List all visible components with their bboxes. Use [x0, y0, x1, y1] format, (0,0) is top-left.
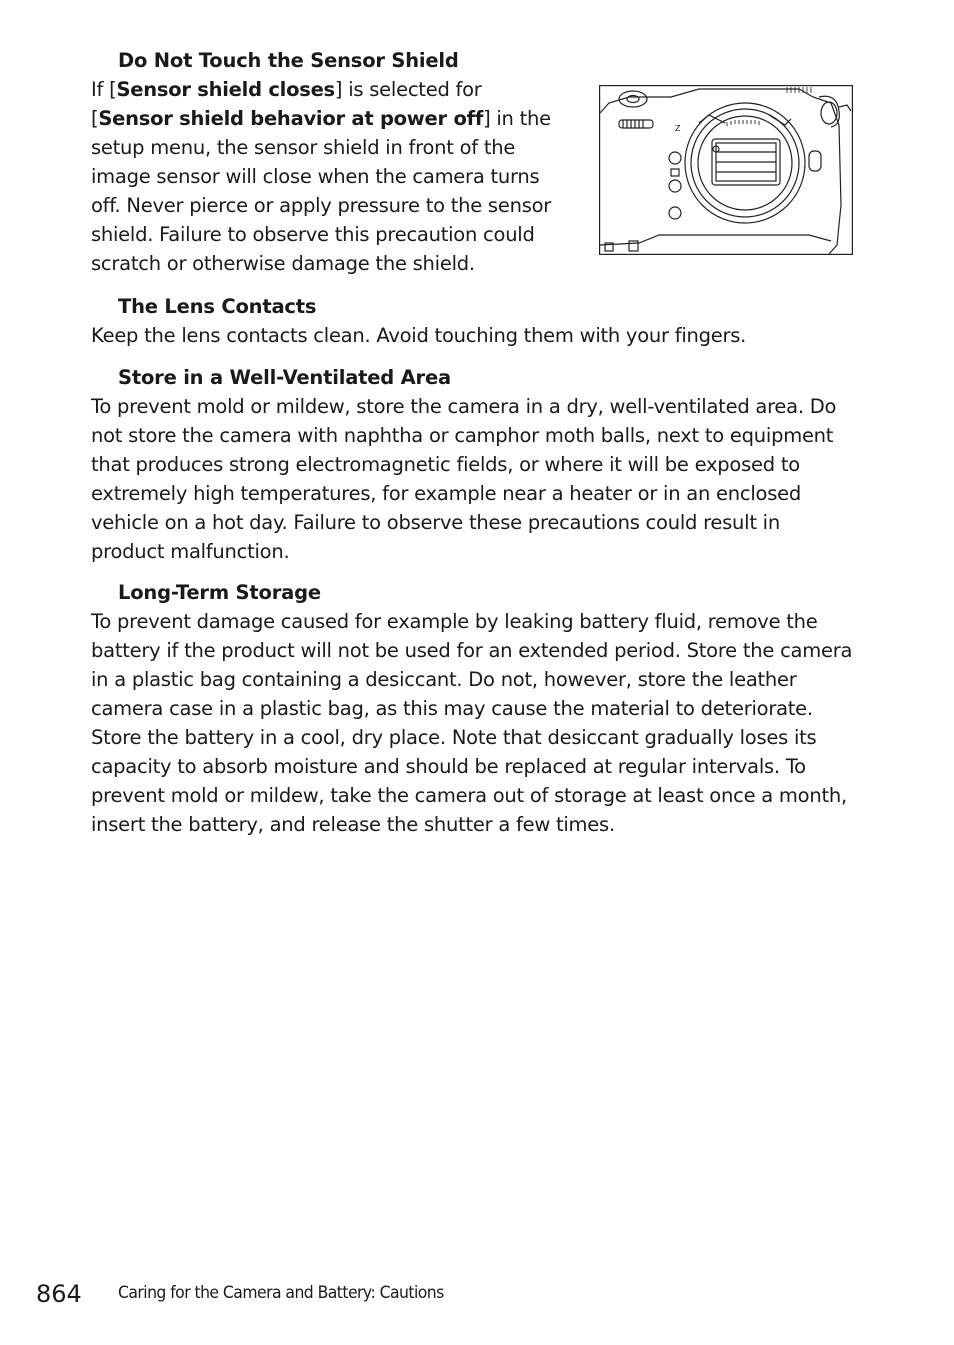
- section-ventilated-storage: [91, 363, 856, 566]
- camera-front-icon: [599, 85, 853, 255]
- section-body: Keep the lens contacts clean. Avoid touching them with your fingers.: [91, 324, 747, 347]
- body-text: ] in the setup menu, the sensor shield in front of the image sensor will close when the camera turns off. Never pierce or apply pressure to the sensor shield. Failure to observe this precaution could scratch or otherwise damage the shield.: [91, 107, 552, 275]
- menu-option-label: Sensor shield closes: [116, 78, 335, 101]
- section-body: [91, 75, 566, 278]
- footer-chapter-title: Caring for the Camera and Battery: Cautions: [118, 1283, 444, 1303]
- body-text: ] is selected for [: [91, 78, 482, 130]
- menu-item-label: Sensor shield behavior at power off: [98, 107, 484, 130]
- section-heading: Store in a Well-Ventilated Area: [118, 366, 451, 389]
- section-heading: The Lens Contacts: [118, 295, 317, 318]
- section-lens-contacts: [91, 292, 856, 350]
- svg-text:Z: Z: [675, 124, 681, 133]
- section-heading: Do Not Touch the Sensor Shield: [118, 49, 459, 72]
- body-text: If [: [91, 78, 117, 101]
- section-heading: Long-Term Storage: [118, 581, 321, 604]
- section-long-term-storage: [91, 578, 856, 839]
- page-number: 864: [36, 1280, 82, 1308]
- section-body: To prevent damage caused for example by leaking battery fluid, remove the battery if the product will not be used for an extended period. Store the camera in a plastic bag containing a desiccant. Do not, however, store the leather camera case in a plastic bag, as this may cause the material to deteriorate. Store the battery in a cool, dry place. Note that desiccant gradually loses its capacity to absorb moisture and should be replaced at regular intervals. To prevent mold or mildew, take the camera out of storage at least once a month, insert the battery, and release the shutter a few times.: [91, 610, 853, 836]
- section-body: To prevent mold or mildew, store the camera in a dry, well-ventilated area. Do not store the camera with naphtha or camphor moth balls, next to equipment that produces strong electromagnetic fields, or where it will be exposed to extremely high temperatures, for example near a heater or in an enclosed vehicle on a hot day. Failure to observe these precautions could result in product malfunction.: [91, 395, 837, 563]
